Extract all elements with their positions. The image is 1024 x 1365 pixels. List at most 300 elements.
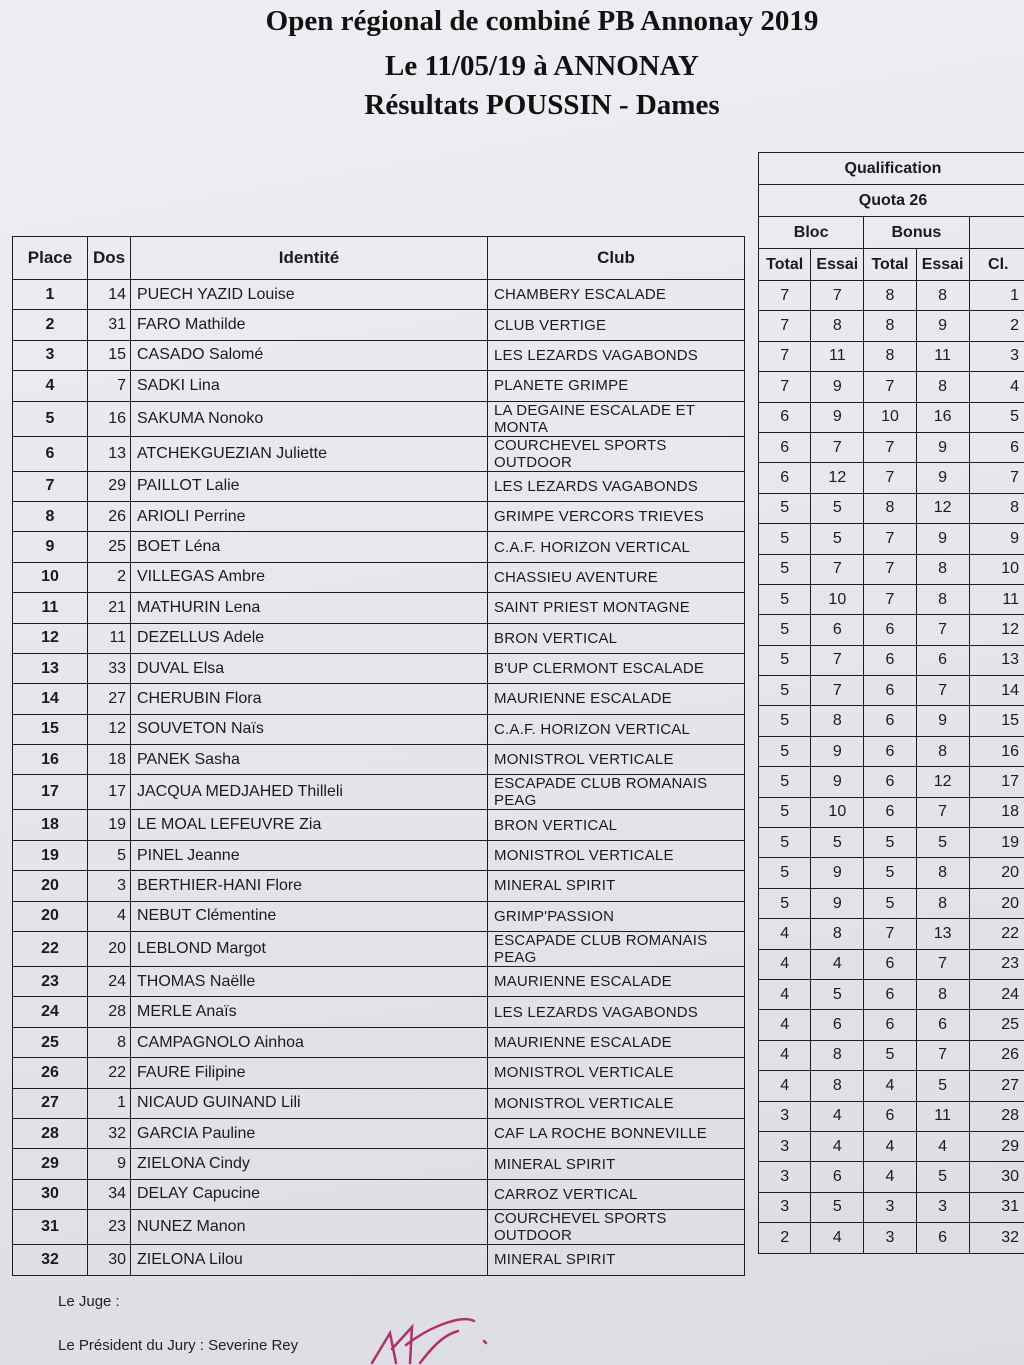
place-cell: 11 [13,593,88,623]
rank-cell: 3 [969,341,1024,371]
bonus-essai-cell: 8 [916,736,969,766]
bloc-total-cell: 4 [759,949,811,979]
table-row [13,684,745,714]
bonus-essai-cell: 9 [916,524,969,554]
bonus-total-cell: 5 [864,888,916,918]
bloc-total-cell: 3 [759,1162,811,1192]
qualification-row [759,524,1024,554]
dos-cell: 24 [88,967,131,997]
rank-cell: 14 [969,676,1024,706]
bonus-total-cell: 10 [864,402,916,432]
bloc-total-cell: 4 [759,1071,811,1101]
name-cell: CASADO Salomé [131,340,488,370]
qualification-row [759,584,1024,614]
place-cell: 25 [13,1027,88,1057]
rank-cell: 4 [969,372,1024,402]
header-place: Place [13,237,88,280]
table-row [13,1245,745,1275]
bonus-total-cell: 6 [864,949,916,979]
dos-cell: 1 [88,1088,131,1118]
results-table [12,236,745,1276]
bloc-total-cell: 5 [759,828,811,858]
club-cell: MONISTROL VERTICALE [488,840,745,870]
name-cell: CAMPAGNOLO Ainhoa [131,1027,488,1057]
qualification-row [759,888,1024,918]
bloc-essai-cell: 8 [811,919,864,949]
bonus-essai-cell: 7 [916,1040,969,1070]
bloc-essai-cell: 11 [811,341,864,371]
rank-cell: 11 [969,584,1024,614]
bonus-total-cell: 6 [864,767,916,797]
dos-cell: 14 [88,280,131,310]
bloc-essai-cell: 6 [811,1010,864,1040]
club-cell: B'UP CLERMONT ESCALADE [488,653,745,683]
qualification-title: Qualification [759,153,1024,185]
qualification-row [759,797,1024,827]
qualification-table [758,152,1024,1254]
rank-cell: 16 [969,736,1024,766]
club-cell: COURCHEVEL SPORTS OUTDOOR [488,436,745,471]
bloc-total-cell: 5 [759,858,811,888]
table-row [13,623,745,653]
dos-cell: 4 [88,901,131,931]
name-cell: SOUVETON Naïs [131,714,488,744]
bonus-essai-cell: 12 [916,493,969,523]
qualification-row [759,949,1024,979]
qualification-row [759,493,1024,523]
bloc-essai-cell: 5 [811,524,864,554]
bonus-total-cell: 5 [864,858,916,888]
header-identite: Identité [131,237,488,280]
bloc-total-cell: 5 [759,676,811,706]
place-cell: 22 [13,932,88,967]
qualification-row [759,767,1024,797]
bloc-essai-cell: 9 [811,888,864,918]
name-cell: PUECH YAZID Louise [131,280,488,310]
bonus-essai-cell: 5 [916,828,969,858]
bonus-total-cell: 4 [864,1162,916,1192]
bloc-total-cell: 6 [759,402,811,432]
bloc-essai-cell: 9 [811,858,864,888]
table-row [13,653,745,683]
club-cell: CHASSIEU AVENTURE [488,562,745,592]
dos-cell: 7 [88,371,131,401]
club-cell: LA DEGAINE ESCALADE ET MONTA [488,401,745,436]
bonus-total-cell: 6 [864,645,916,675]
place-cell: 7 [13,471,88,501]
club-cell: BRON VERTICAL [488,810,745,840]
dos-cell: 2 [88,562,131,592]
name-cell: ZIELONA Cindy [131,1149,488,1179]
bloc-total-cell: 6 [759,432,811,462]
table-row [13,714,745,744]
qualification-row [759,372,1024,402]
results-header-row [13,237,745,280]
dos-cell: 29 [88,471,131,501]
club-cell: CARROZ VERTICAL [488,1179,745,1209]
rank-cell: 22 [969,919,1024,949]
dos-cell: 20 [88,932,131,967]
club-cell: GRIMP'PASSION [488,901,745,931]
rank-cell: 18 [969,797,1024,827]
name-cell: SADKI Lina [131,371,488,401]
bloc-total-cell: 3 [759,1131,811,1161]
name-cell: MERLE Anaïs [131,997,488,1027]
bloc-essai-cell: 4 [811,949,864,979]
qualification-row [759,1131,1024,1161]
club-cell: LES LEZARDS VAGABONDS [488,471,745,501]
bonus-total-cell: 7 [864,432,916,462]
qualification-row [759,1040,1024,1070]
place-cell: 20 [13,871,88,901]
bonus-header: Bonus [864,217,969,249]
name-cell: LE MOAL LEFEUVRE Zia [131,810,488,840]
bonus-essai-cell: 8 [916,888,969,918]
header-dos: Dos [88,237,131,280]
name-cell: NUNEZ Manon [131,1210,488,1245]
rank-cell: 17 [969,767,1024,797]
bloc-total-cell: 7 [759,341,811,371]
dos-cell: 17 [88,775,131,810]
bonus-total-cell: 6 [864,676,916,706]
bloc-essai-cell: 9 [811,372,864,402]
header-club: Club [488,237,745,280]
bonus-essai-cell: 7 [916,797,969,827]
bonus-essai-cell: 8 [916,554,969,584]
place-cell: 24 [13,997,88,1027]
club-cell: CLUB VERTIGE [488,310,745,340]
bonus-total-cell: 5 [864,1040,916,1070]
name-cell: NICAUD GUINAND Lili [131,1088,488,1118]
dos-cell: 28 [88,997,131,1027]
dos-cell: 33 [88,653,131,683]
bloc-essai-cell: 10 [811,584,864,614]
bloc-essai-cell: 7 [811,554,864,584]
bloc-total-cell: 5 [759,706,811,736]
bloc-essai-cell: 10 [811,797,864,827]
dos-cell: 30 [88,1245,131,1275]
classement-header: Cl. [969,249,1024,281]
document-title: Open régional de combiné PB Annonay 2019 [265,5,819,37]
bonus-total-cell: 6 [864,615,916,645]
qualification-row [759,341,1024,371]
bloc-total-cell: 6 [759,463,811,493]
rank-cell: 20 [969,858,1024,888]
rank-cell: 6 [969,432,1024,462]
table-row [13,340,745,370]
dos-cell: 19 [88,810,131,840]
place-cell: 20 [13,901,88,931]
table-row [13,1027,745,1057]
bonus-total-cell: 8 [864,281,916,311]
rank-cell: 13 [969,645,1024,675]
bonus-total-cell: 8 [864,341,916,371]
bloc-essai-cell: 7 [811,432,864,462]
qualification-row [759,828,1024,858]
bloc-total-cell: 5 [759,888,811,918]
bonus-total-cell: 4 [864,1071,916,1101]
bonus-essai-cell: 6 [916,1223,969,1253]
club-cell: ESCAPADE CLUB ROMANAIS PEAG [488,932,745,967]
table-row [13,1118,745,1148]
table-row [13,562,745,592]
bloc-essai-cell: 9 [811,767,864,797]
bloc-total-cell: 5 [759,645,811,675]
rank-cell: 8 [969,493,1024,523]
rank-cell: 10 [969,554,1024,584]
place-cell: 27 [13,1088,88,1118]
name-cell: THOMAS Naëlle [131,967,488,997]
dos-cell: 32 [88,1118,131,1148]
bonus-essai-cell: 8 [916,584,969,614]
rank-cell: 5 [969,402,1024,432]
place-cell: 16 [13,745,88,775]
bloc-essai-cell: 5 [811,493,864,523]
club-cell: SAINT PRIEST MONTAGNE [488,593,745,623]
bloc-essai-cell: 7 [811,281,864,311]
bloc-total-header: Total [759,249,811,281]
rank-cell: 7 [969,463,1024,493]
bloc-total-cell: 4 [759,919,811,949]
name-cell: DELAY Capucine [131,1179,488,1209]
qualification-row [759,311,1024,341]
table-row [13,280,745,310]
name-cell: GARCIA Pauline [131,1118,488,1148]
bonus-essai-cell: 9 [916,311,969,341]
bloc-essai-cell: 6 [811,1162,864,1192]
place-cell: 4 [13,371,88,401]
name-cell: PANEK Sasha [131,745,488,775]
bloc-total-cell: 5 [759,493,811,523]
bonus-essai-cell: 11 [916,1101,969,1131]
name-cell: BERTHIER-HANI Flore [131,871,488,901]
bloc-total-cell: 7 [759,372,811,402]
bloc-essai-cell: 7 [811,645,864,675]
bonus-total-cell: 6 [864,1101,916,1131]
bloc-total-cell: 5 [759,584,811,614]
dos-cell: 16 [88,401,131,436]
bonus-essai-cell: 9 [916,432,969,462]
rank-cell: 29 [969,1131,1024,1161]
bloc-total-cell: 5 [759,554,811,584]
name-cell: JACQUA MEDJAHED Thilleli [131,775,488,810]
rank-cell: 31 [969,1192,1024,1222]
bonus-essai-cell: 8 [916,372,969,402]
bloc-essai-cell: 6 [811,615,864,645]
dos-cell: 8 [88,1027,131,1057]
club-cell: PLANETE GRIMPE [488,371,745,401]
bonus-essai-cell: 4 [916,1131,969,1161]
dos-cell: 34 [88,1179,131,1209]
bloc-essai-cell: 4 [811,1223,864,1253]
table-row [13,532,745,562]
qualification-row [759,1101,1024,1131]
table-row [13,1210,745,1245]
qualification-row [759,736,1024,766]
table-row [13,745,745,775]
bonus-essai-cell: 12 [916,767,969,797]
bloc-essai-header: Essai [811,249,864,281]
club-cell: COURCHEVEL SPORTS OUTDOOR [488,1210,745,1245]
place-cell: 31 [13,1210,88,1245]
bloc-essai-cell: 9 [811,402,864,432]
club-cell: CHAMBERY ESCALADE [488,280,745,310]
bonus-essai-cell: 9 [916,463,969,493]
name-cell: PAILLOT Lalie [131,471,488,501]
name-cell: ARIOLI Perrine [131,501,488,531]
bonus-essai-cell: 7 [916,676,969,706]
club-cell: MONISTROL VERTICALE [488,745,745,775]
table-row [13,593,745,623]
rank-cell: 1 [969,281,1024,311]
bonus-essai-cell: 9 [916,706,969,736]
bloc-total-cell: 7 [759,311,811,341]
table-row [13,436,745,471]
table-row [13,997,745,1027]
bonus-total-cell: 7 [864,372,916,402]
place-cell: 3 [13,340,88,370]
name-cell: DEZELLUS Adele [131,623,488,653]
rank-cell: 20 [969,888,1024,918]
dos-cell: 23 [88,1210,131,1245]
name-cell: DUVAL Elsa [131,653,488,683]
qualification-row [759,1010,1024,1040]
bonus-essai-cell: 5 [916,1162,969,1192]
name-cell: PINEL Jeanne [131,840,488,870]
qualification-row [759,1162,1024,1192]
qualification-row [759,463,1024,493]
bonus-essai-cell: 3 [916,1192,969,1222]
bonus-total-cell: 8 [864,311,916,341]
qualification-row [759,1223,1024,1253]
bonus-total-cell: 5 [864,828,916,858]
qualification-row [759,645,1024,675]
table-row [13,967,745,997]
bloc-header: Bloc [759,217,864,249]
bonus-essai-cell: 16 [916,402,969,432]
bloc-essai-cell: 7 [811,676,864,706]
table-row [13,501,745,531]
rank-cell: 32 [969,1223,1024,1253]
bloc-essai-cell: 8 [811,706,864,736]
bloc-total-cell: 7 [759,281,811,311]
bonus-total-cell: 7 [864,919,916,949]
rank-cell: 30 [969,1162,1024,1192]
name-cell: CHERUBIN Flora [131,684,488,714]
qualification-row [759,402,1024,432]
place-cell: 17 [13,775,88,810]
bloc-essai-cell: 8 [811,311,864,341]
bonus-essai-cell: 5 [916,1071,969,1101]
bonus-total-cell: 6 [864,797,916,827]
bloc-essai-cell: 5 [811,979,864,1009]
place-cell: 29 [13,1149,88,1179]
table-row [13,901,745,931]
bloc-total-cell: 4 [759,979,811,1009]
qualification-row [759,676,1024,706]
club-cell: CAF LA ROCHE BONNEVILLE [488,1118,745,1148]
results-body [13,280,745,1276]
bloc-essai-cell: 4 [811,1131,864,1161]
place-cell: 26 [13,1058,88,1088]
table-row [13,1058,745,1088]
bonus-total-cell: 7 [864,584,916,614]
place-cell: 6 [13,436,88,471]
qualification-row [759,858,1024,888]
club-cell: GRIMPE VERCORS TRIEVES [488,501,745,531]
bonus-essai-cell: 13 [916,919,969,949]
dos-cell: 11 [88,623,131,653]
bonus-total-cell: 6 [864,736,916,766]
place-cell: 14 [13,684,88,714]
dos-cell: 25 [88,532,131,562]
club-cell: ESCAPADE CLUB ROMANAIS PEAG [488,775,745,810]
bonus-essai-cell: 8 [916,979,969,1009]
place-cell: 23 [13,967,88,997]
bonus-total-cell: 7 [864,463,916,493]
name-cell: BOET Léna [131,532,488,562]
club-cell: LES LEZARDS VAGABONDS [488,340,745,370]
rank-cell: 19 [969,828,1024,858]
category-title: Résultats POUSSIN - Dames [364,89,720,121]
place-cell: 2 [13,310,88,340]
bonus-essai-cell: 7 [916,615,969,645]
name-cell: VILLEGAS Ambre [131,562,488,592]
place-cell: 32 [13,1245,88,1275]
club-cell: MINERAL SPIRIT [488,1149,745,1179]
bonus-total-cell: 6 [864,979,916,1009]
table-row [13,775,745,810]
place-cell: 12 [13,623,88,653]
blank-header [969,217,1024,249]
bonus-total-cell: 8 [864,493,916,523]
rank-cell: 28 [969,1101,1024,1131]
bonus-total-cell: 7 [864,524,916,554]
name-cell: ATCHEKGUEZIAN Juliette [131,436,488,471]
qualification-row [759,1192,1024,1222]
club-cell: BRON VERTICAL [488,623,745,653]
dos-cell: 31 [88,310,131,340]
club-cell: C.A.F. HORIZON VERTICAL [488,714,745,744]
table-row [13,1149,745,1179]
bloc-total-cell: 4 [759,1010,811,1040]
name-cell: FARO Mathilde [131,310,488,340]
bonus-essai-cell: 8 [916,281,969,311]
place-cell: 18 [13,810,88,840]
dos-cell: 13 [88,436,131,471]
qualification-row [759,432,1024,462]
bonus-essai-header: Essai [916,249,969,281]
qualification-row [759,281,1024,311]
event-date-location: Le 11/05/19 à ANNONAY [385,50,699,82]
dos-cell: 26 [88,501,131,531]
bonus-total-cell: 7 [864,554,916,584]
dos-cell: 22 [88,1058,131,1088]
name-cell: ZIELONA Lilou [131,1245,488,1275]
bonus-total-header: Total [864,249,916,281]
judge-label: Le Juge : [58,1293,120,1310]
place-cell: 28 [13,1118,88,1148]
table-row [13,310,745,340]
table-row [13,1179,745,1209]
bloc-essai-cell: 4 [811,1101,864,1131]
bonus-total-cell: 3 [864,1223,916,1253]
rank-cell: 23 [969,949,1024,979]
rank-cell: 27 [969,1071,1024,1101]
bonus-essai-cell: 8 [916,858,969,888]
name-cell: MATHURIN Lena [131,593,488,623]
club-cell: MAURIENNE ESCALADE [488,1027,745,1057]
